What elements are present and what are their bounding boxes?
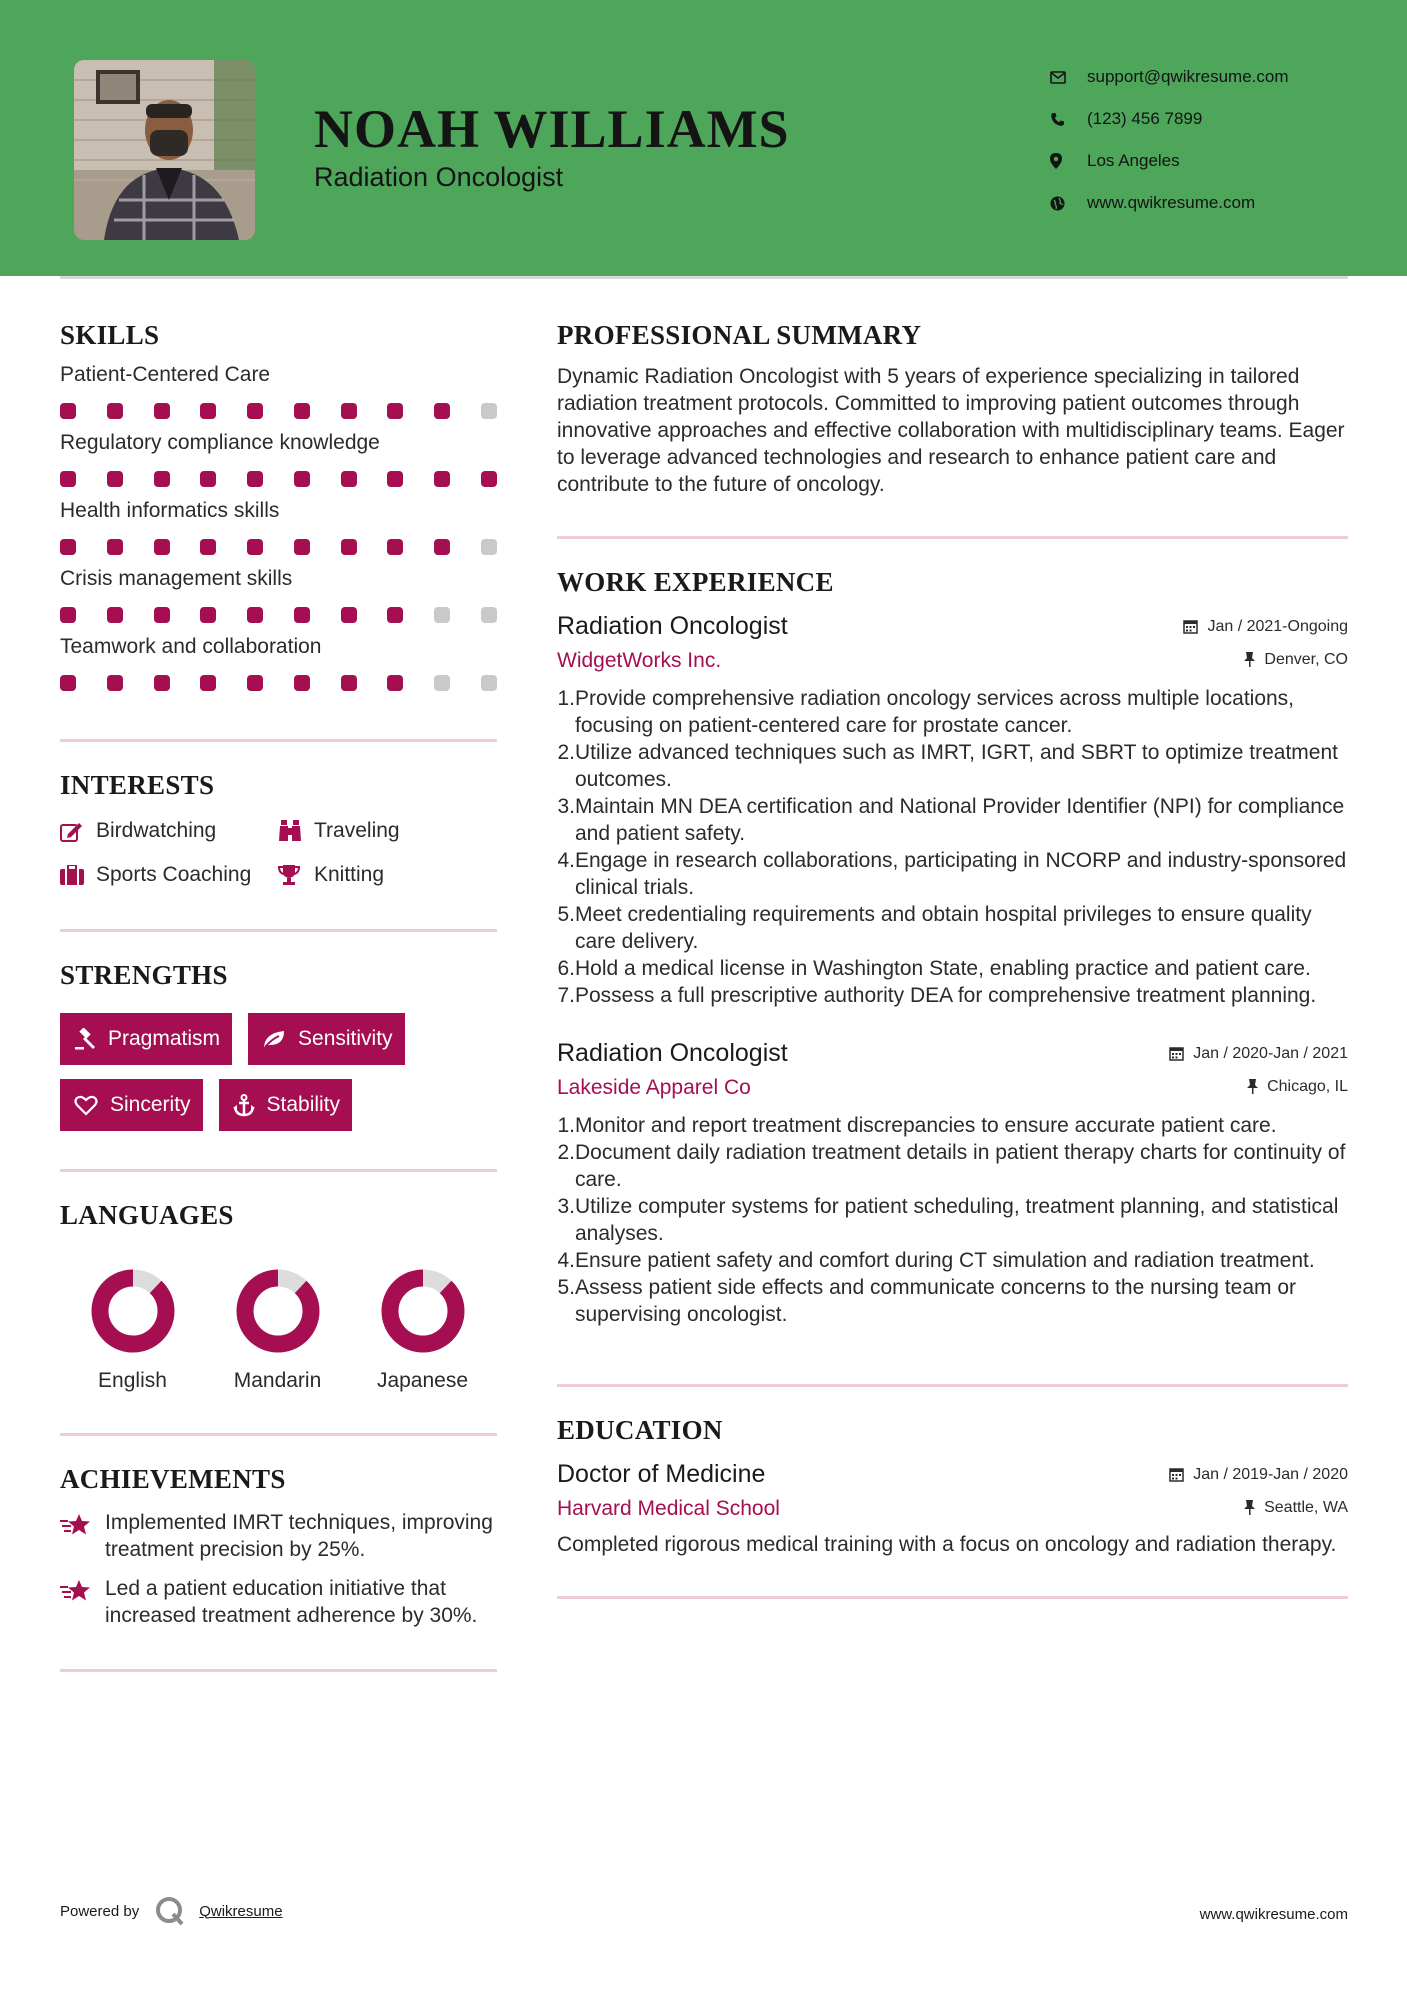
pushpin-icon (1247, 1079, 1258, 1094)
rating-dot-filled (294, 607, 310, 623)
star-icon (60, 1575, 105, 1629)
skill-item (60, 499, 497, 555)
map-marker-icon (1050, 153, 1087, 169)
section-divider (557, 536, 1348, 539)
list-number: 1. (557, 687, 575, 710)
job-entry (557, 612, 1348, 1009)
strengths-section (60, 960, 497, 1131)
job-title: Radiation Oncologist (557, 1039, 788, 1067)
experience-section (557, 567, 1348, 1328)
education-location-text: Seattle, WA (1264, 1498, 1348, 1516)
responsibility-text: Hold a medical license in Washington State, enabling practice and patient care. (575, 957, 1311, 980)
rating-dot-filled (107, 403, 123, 419)
languages-heading: LANGUAGES (60, 1200, 234, 1230)
responsibility-item (557, 793, 1348, 847)
rating-dot-empty (481, 539, 497, 555)
strengths-list (60, 1013, 497, 1131)
footer-website[interactable]: www.qwikresume.com (1199, 1906, 1348, 1923)
language-item (350, 1269, 495, 1393)
rating-dot-filled (294, 471, 310, 487)
list-number: 6. (557, 957, 575, 980)
rating-dot-filled (247, 607, 263, 623)
list-number: 4. (557, 849, 575, 872)
contact-website-text: www.qwikresume.com (1087, 193, 1256, 212)
rating-dot-filled (107, 675, 123, 691)
skill-item (60, 363, 497, 419)
language-label: Japanese (376, 1369, 469, 1392)
responsibility-text: Assess patient side effects and communicate concerns to the nursing team or supervising oncologist. (575, 1276, 1296, 1326)
responsibility-item (557, 1247, 1348, 1274)
interests-heading: INTERESTS (60, 770, 215, 800)
language-item (205, 1269, 350, 1393)
skill-item (60, 635, 497, 691)
education-heading: EDUCATION (557, 1415, 723, 1445)
contact-location-text: Los Angeles (1087, 151, 1180, 170)
skill-rating (60, 607, 497, 623)
responsibility-text: Utilize computer systems for patient scheduling, treatment planning, and statistical analyses. (575, 1195, 1339, 1245)
rating-dot-filled (387, 607, 403, 623)
school-name: Harvard Medical School (557, 1497, 780, 1520)
contact-phone-text: (123) 456 7899 (1087, 109, 1203, 128)
language-label: Mandarin (233, 1369, 322, 1392)
strength-label: Stability (266, 1093, 341, 1116)
strength-label: Sensitivity (298, 1027, 393, 1050)
summary-text: Dynamic Radiation Oncologist with 5 years of experience specializing in tailored radiation treatment protocols. Committed to improving patient outcomes through innovative approaches and effective collaboration with multidisciplinary teams. Eager to leverage advanced technologies and research to enhance patient care and contribute to the future of oncology. (557, 365, 1345, 496)
rating-dot-empty (434, 675, 450, 691)
candidate-name: NOAH WILLIAMS (314, 99, 790, 159)
list-number: 5. (557, 903, 575, 926)
skill-name: Teamwork and collaboration (60, 635, 322, 658)
binoculars-icon (278, 820, 314, 842)
rating-dot-filled (434, 471, 450, 487)
interest-label: Traveling (314, 819, 400, 842)
experience-heading: WORK EXPERIENCE (557, 567, 834, 597)
strength-label: Pragmatism (108, 1027, 221, 1050)
language-item (60, 1269, 205, 1393)
section-divider (60, 929, 497, 932)
responsibility-item (557, 1139, 1348, 1193)
skill-rating (60, 675, 497, 691)
job-dates (1183, 618, 1348, 636)
phone-icon (1050, 112, 1087, 127)
responsibility-text: Provide comprehensive radiation oncology services across multiple locations, focusing on patient-centered care for prostate cancer. (575, 687, 1295, 737)
rating-dot-filled (60, 471, 76, 487)
list-number: 4. (557, 1249, 575, 1272)
list-number: 3. (557, 795, 575, 818)
rating-dot-filled (200, 471, 216, 487)
job-location-text: Chicago, IL (1267, 1077, 1348, 1095)
rating-dot-filled (387, 539, 403, 555)
contact-list (1050, 56, 1380, 224)
job-dates-text: Jan / 2020-Jan / 2021 (1193, 1044, 1348, 1062)
responsibility-text: Maintain MN DEA certification and National Provider Identifier (NPI) for compliance and patient safety. (575, 795, 1345, 845)
rating-dot-filled (481, 471, 497, 487)
pushpin-icon (1244, 652, 1255, 667)
rating-dot-filled (294, 403, 310, 419)
interest-label: Knitting (314, 863, 385, 886)
job-location-text: Denver, CO (1264, 650, 1348, 668)
list-number: 3. (557, 1195, 575, 1218)
calendar-icon (1169, 1046, 1184, 1061)
star-icon (60, 1509, 105, 1563)
rating-dot-filled (200, 607, 216, 623)
interest-item (60, 817, 278, 845)
job-location (1244, 651, 1348, 669)
rating-dot-filled (107, 471, 123, 487)
rating-dot-filled (154, 471, 170, 487)
globe-icon (1050, 196, 1087, 211)
rating-dot-filled (60, 675, 76, 691)
company-name: WidgetWorks Inc. (557, 649, 722, 672)
section-divider (60, 1169, 497, 1172)
rating-dot-filled (247, 539, 263, 555)
list-number: 2. (557, 1141, 575, 1164)
rating-dot-empty (481, 675, 497, 691)
rating-dot-filled (341, 471, 357, 487)
header-divider (60, 276, 1348, 279)
interests-list (60, 817, 497, 889)
responsibility-text: Ensure patient safety and comfort during CT simulation and radiation treatment. (575, 1249, 1315, 1272)
rating-dot-filled (60, 607, 76, 623)
skills-heading: SKILLS (60, 320, 160, 350)
rating-dot-filled (434, 403, 450, 419)
rating-dot-filled (341, 403, 357, 419)
responsibility-text: Engage in research collaborations, participating in NCORP and industry-sponsored clinical trials. (575, 849, 1347, 899)
rating-dot-filled (247, 403, 263, 419)
languages-list (60, 1269, 497, 1393)
profile-photo (74, 60, 255, 240)
powered-by-text: Powered by (60, 1902, 140, 1920)
rating-dot-filled (200, 403, 216, 419)
rating-dot-empty (481, 607, 497, 623)
rating-dot-filled (387, 471, 403, 487)
responsibility-item (557, 1274, 1348, 1328)
rating-dot-filled (434, 539, 450, 555)
anchor-icon (233, 1094, 255, 1117)
rating-dot-empty (434, 607, 450, 623)
responsibility-text: Document daily radiation treatment details in patient therapy charts for continuity of care. (575, 1141, 1346, 1191)
job-dates-text: Jan / 2021-Ongoing (1207, 617, 1348, 635)
education-dates-text: Jan / 2019-Jan / 2020 (1193, 1465, 1348, 1483)
list-number: 7. (557, 984, 575, 1007)
achievement-text: Led a patient education initiative that increased treatment adherence by 30%. (105, 1577, 478, 1627)
responsibility-item (557, 1112, 1348, 1139)
skill-item (60, 431, 497, 487)
education-description: Completed rigorous medical training with a focus on oncology and radiation therapy. (557, 1533, 1337, 1556)
interest-item (278, 861, 497, 889)
gavel-icon (74, 1028, 96, 1050)
pushpin-icon (1244, 1500, 1255, 1515)
responsibility-item (557, 685, 1348, 739)
leaf-icon (262, 1029, 286, 1049)
summary-heading: PROFESSIONAL SUMMARY (557, 320, 922, 350)
responsibility-text: Utilize advanced techniques such as IMRT, IGRT, and SBRT to optimize treatment outcomes. (575, 741, 1338, 791)
candidate-title: Radiation Oncologist (314, 162, 564, 192)
strengths-heading: STRENGTHS (60, 960, 228, 990)
heart-icon (74, 1095, 98, 1116)
section-divider (557, 1596, 1348, 1599)
rating-dot-filled (154, 539, 170, 555)
strength-tag (60, 1079, 203, 1131)
languages-section (60, 1200, 497, 1393)
achievement-text: Implemented IMRT techniques, improving treatment precision by 25%. (105, 1511, 493, 1561)
achievement-item (60, 1575, 497, 1629)
skills-list (60, 363, 497, 691)
section-divider (60, 739, 497, 742)
skill-name: Health informatics skills (60, 499, 280, 522)
rating-dot-filled (387, 403, 403, 419)
pencil-square-icon (60, 821, 96, 842)
list-number: 2. (557, 741, 575, 764)
company-name: Lakeside Apparel Co (557, 1076, 751, 1099)
language-donut (236, 1269, 320, 1353)
left-column (60, 320, 497, 1672)
skill-rating (60, 403, 497, 419)
responsibility-item (557, 955, 1348, 982)
contact-email-text: support@qwikresume.com (1087, 67, 1289, 86)
language-label: English (98, 1369, 167, 1392)
rating-dot-filled (60, 403, 76, 419)
language-donut (381, 1269, 465, 1353)
rating-dot-filled (294, 675, 310, 691)
rating-dot-filled (247, 471, 263, 487)
education-dates (1169, 1466, 1348, 1484)
language-donut (91, 1269, 175, 1353)
achievements-section (60, 1464, 497, 1629)
skill-name: Regulatory compliance knowledge (60, 431, 380, 454)
rating-dot-filled (154, 675, 170, 691)
skill-name: Crisis management skills (60, 567, 293, 590)
summary-section (557, 320, 1348, 498)
strength-label: Sincerity (110, 1093, 191, 1116)
job-dates (1169, 1045, 1348, 1063)
rating-dot-empty (481, 403, 497, 419)
contact-phone[interactable] (1050, 98, 1380, 140)
interest-label: Sports Coaching (96, 863, 252, 886)
rating-dot-filled (154, 403, 170, 419)
rating-dot-filled (200, 675, 216, 691)
responsibility-item (557, 739, 1348, 793)
job-responsibilities (557, 1112, 1348, 1328)
rating-dot-filled (200, 539, 216, 555)
responsibility-item (557, 901, 1348, 955)
responsibility-text: Possess a full prescriptive authority DEA for comprehensive treatment planning. (575, 984, 1317, 1007)
interest-label: Birdwatching (96, 819, 217, 842)
strength-tag (60, 1013, 232, 1065)
rating-dot-filled (60, 539, 76, 555)
right-column (557, 320, 1348, 1599)
qwikresume-logo-icon (155, 1896, 185, 1926)
strength-tag (248, 1013, 405, 1065)
footer-powered-by (60, 1896, 283, 1926)
interest-item (278, 817, 497, 845)
skills-section (60, 320, 497, 691)
briefcase-icon (60, 865, 96, 885)
rating-dot-filled (107, 539, 123, 555)
rating-dot-filled (107, 607, 123, 623)
list-number: 1. (557, 1114, 575, 1137)
section-divider (60, 1433, 497, 1436)
job-location (1247, 1078, 1348, 1096)
skill-rating (60, 539, 497, 555)
list-number: 5. (557, 1276, 575, 1299)
responsibility-item (557, 982, 1348, 1009)
section-divider (557, 1384, 1348, 1387)
rating-dot-filled (247, 675, 263, 691)
section-divider (60, 1669, 497, 1672)
rating-dot-filled (341, 607, 357, 623)
trophy-icon (278, 864, 314, 886)
responsibility-item (557, 1193, 1348, 1247)
skill-rating (60, 471, 497, 487)
education-section (557, 1415, 1348, 1558)
rating-dot-filled (294, 539, 310, 555)
responsibility-item (557, 847, 1348, 901)
rating-dot-filled (341, 675, 357, 691)
rating-dot-filled (387, 675, 403, 691)
achievements-heading: ACHIEVEMENTS (60, 1464, 286, 1494)
skill-name: Patient-Centered Care (60, 363, 271, 386)
contact-website[interactable] (1050, 182, 1380, 224)
contact-location (1050, 140, 1380, 182)
strength-tag (219, 1079, 353, 1131)
responsibility-text: Meet credentialing requirements and obtain hospital privileges to ensure quality care delivery. (575, 903, 1312, 953)
job-responsibilities (557, 685, 1348, 1009)
interests-section (60, 770, 497, 889)
header-banner (0, 0, 1407, 276)
calendar-icon (1183, 619, 1198, 634)
envelope-icon (1050, 71, 1087, 84)
interest-item (60, 861, 278, 889)
job-title: Radiation Oncologist (557, 612, 788, 640)
skill-item (60, 567, 497, 623)
degree-title: Doctor of Medicine (557, 1460, 766, 1488)
contact-email[interactable] (1050, 56, 1380, 98)
education-location (1244, 1499, 1348, 1517)
rating-dot-filled (341, 539, 357, 555)
calendar-icon (1169, 1467, 1184, 1482)
rating-dot-filled (154, 607, 170, 623)
responsibility-text: Monitor and report treatment discrepancies to ensure accurate patient care. (575, 1114, 1277, 1137)
brand-link[interactable]: Qwikresume (199, 1902, 283, 1920)
job-entry (557, 1039, 1348, 1328)
achievement-item (60, 1509, 497, 1563)
